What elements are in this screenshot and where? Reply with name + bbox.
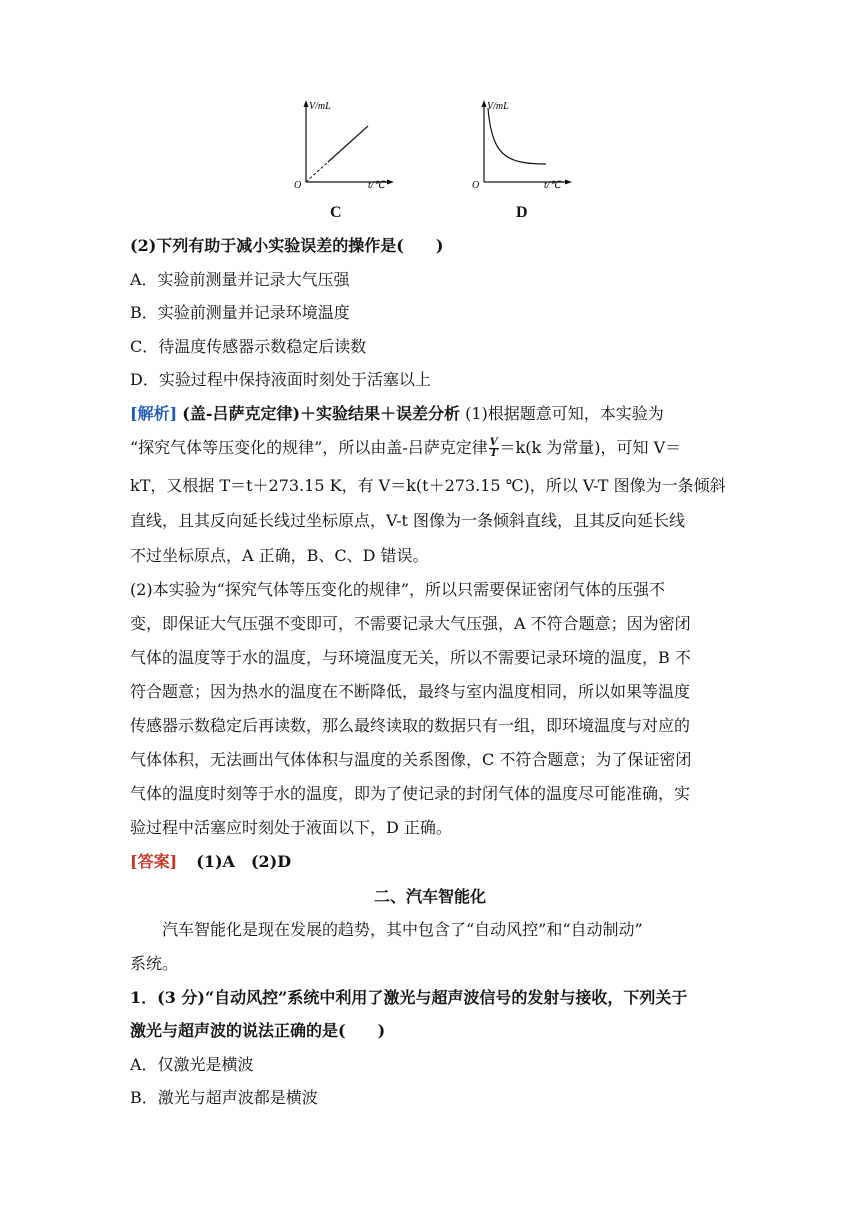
graph-d-ylabel: V/mL <box>487 101 509 112</box>
analysis-line-2 <box>130 438 730 459</box>
graph-c-origin: O <box>294 180 302 191</box>
analysis-p2-line-3: 气体的温度等于水的温度，与环境温度无关，所以不需要记录环境的温度，B 不 <box>130 648 691 667</box>
analysis-p2-line-5: 传感器示数稳定后再读数，那么最终读取的数据只有一组，即环境温度与对应的 <box>130 716 691 735</box>
analysis-line-3: kT，又根据 T＝t＋273.15 K，有 V＝k(t＋273.15 ℃)，所以 V-T 图像为一条倾斜 <box>130 476 726 495</box>
graph-d-xlabel: t/℃ <box>544 180 561 191</box>
analysis-p2-line-7: 气体的温度时刻等于水的温度，即为了使记录的封闭气体的温度尽可能准确，实 <box>130 784 691 803</box>
analysis-p2-line-4: 符合题意；因为热水的温度在不断降低，最终与室内温度相同，所以如果等温度 <box>130 682 691 701</box>
analysis-line-1 <box>130 404 730 424</box>
frac-den: T <box>489 448 498 459</box>
analysis-p2-line-1: (2)本实验为“探究气体等压变化的规律”，所以只需要保证密闭气体的压强不 <box>130 580 666 599</box>
q1-stem-1: 1．(3 分)“自动风控”系统中利用了激光与超声波信号的发射与接收，下列关于 <box>130 988 688 1007</box>
graph-d-origin: O <box>472 180 480 191</box>
analysis-line-4: 直线，且其反向延长线过坐标原点，V-t 图像为一条倾斜直线，且其反向延长线 <box>130 511 686 530</box>
graph-c-label: C <box>330 204 342 221</box>
graph-c <box>288 96 398 196</box>
graph-c-xlabel: t/℃ <box>368 180 385 191</box>
q1-option-b: B．激光与超声波都是横波 <box>130 1088 318 1107</box>
q2-option-c: C．待温度传感器示数稳定后读数 <box>130 337 367 356</box>
vt-fraction <box>489 438 499 459</box>
analysis-l2b: ＝k(k 为常量)，可知 V＝ <box>499 438 682 457</box>
q1-option-a: A．仅激光是横波 <box>130 1055 254 1074</box>
analysis-p2-line-8: 验过程中活塞应时刻处于液面以下，D 正确。 <box>130 818 452 837</box>
analysis-tag: [解析] <box>130 404 178 423</box>
graph-c-ylabel: V/mL <box>309 101 331 112</box>
q2-stem: (2)下列有助于减小实验误差的操作是( ) <box>130 236 444 255</box>
section-intro-2: 系统。 <box>130 954 179 973</box>
frac-num: V <box>489 437 498 448</box>
analysis-topic: (盖-吕萨克定律)＋实验结果＋误差分析 <box>182 404 461 423</box>
q2-option-d: D．实验过程中保持液面时刻处于活塞以上 <box>130 370 431 389</box>
analysis-line-5: 不过坐标原点，A 正确，B、C、D 错误。 <box>130 546 429 565</box>
analysis-l2a: “探究气体等压变化的规律”，所以由盖-吕萨克定律 <box>130 438 488 457</box>
answer-tag: [答案] <box>130 852 178 871</box>
q2-option-b: B．实验前测量并记录环境温度 <box>130 303 350 322</box>
section-intro-1: 汽车智能化是现在发展的趋势，其中包含了“自动风控”和“自动制动” <box>130 920 643 939</box>
analysis-l1-rest: (1)根据题意可知，本实验为 <box>465 404 664 423</box>
analysis-p2-line-2: 变，即保证大气压强不变即可，不需要记录大气压强，A 不符合题意；因为密闭 <box>130 614 691 633</box>
answer-line <box>130 852 730 872</box>
graph-d <box>466 96 576 196</box>
section-heading: 二、汽车智能化 <box>373 887 486 906</box>
graph-c-svg <box>288 96 398 196</box>
answer-text: (1)A (2)D <box>196 852 292 871</box>
q1-stem-2: 激光与超声波的说法正确的是( ) <box>130 1021 386 1040</box>
analysis-p2-line-6: 气体体积，无法画出气体体积与温度的关系图像，C 不符合题意；为了保证密闭 <box>130 750 692 769</box>
graph-d-label: D <box>516 204 528 221</box>
graph-d-svg <box>466 96 576 196</box>
q2-option-a: A．实验前测量并记录大气压强 <box>130 270 350 289</box>
